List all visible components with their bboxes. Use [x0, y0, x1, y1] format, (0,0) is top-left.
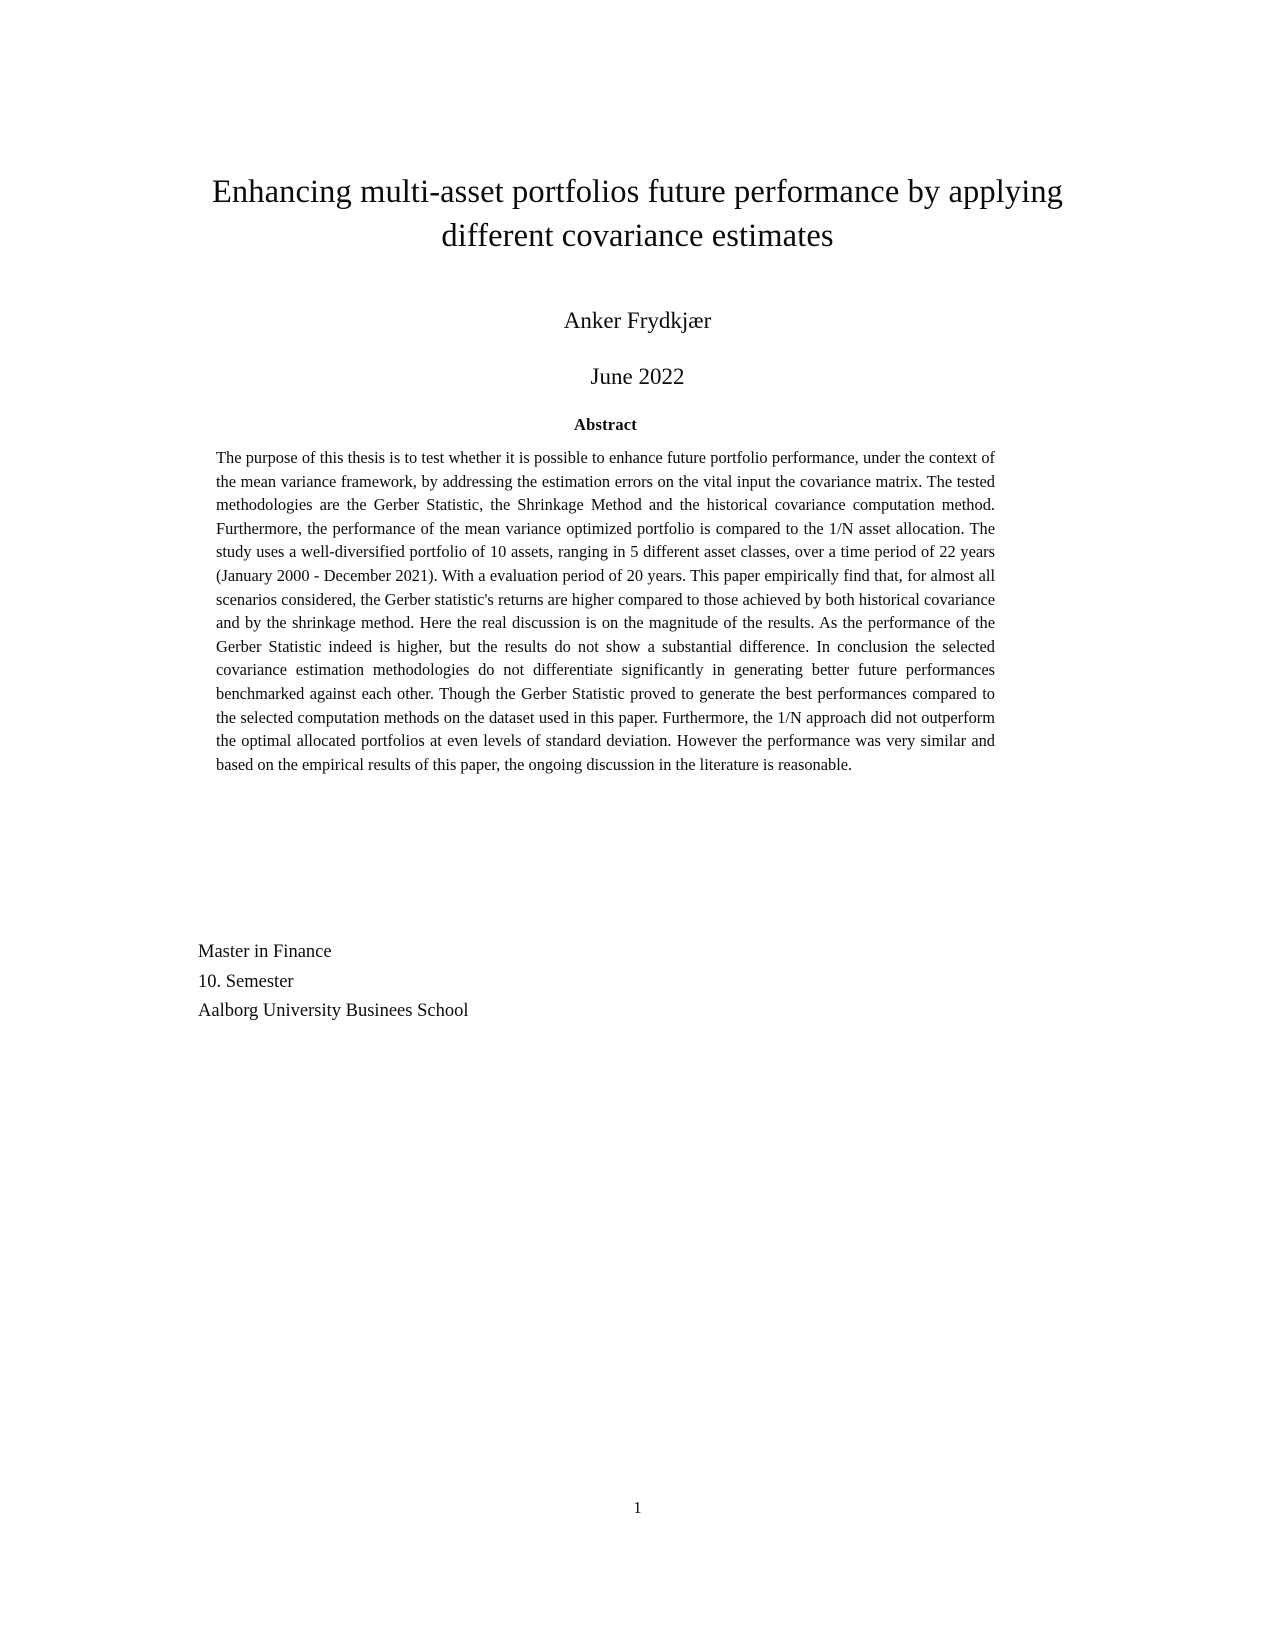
author-name: Anker Frydkjær [563, 308, 712, 333]
abstract-body: The purpose of this thesis is to test whether it is possible to enhance future portfolio performance, under the context of the mean variance framework, by addressing the estimation errors on the vital input the covariance matrix. The tested methodologies are the Gerber Statistic, the Shrinkage Method and the historical covariance computation method. Furthermore, the performance of the mean variance optimized portfolio is compared to the 1/N asset allocation. The study uses a well-diversified portfolio of 10 assets, ranging in 5 different asset classes, over a time period of 22 years (January 2000 - December 2021). With a evaluation period of 20 years. This paper empirically find that, for almost all scenarios considered, the Gerber statistic's returns are higher compared to those achieved by both historical covariance and by the shrinkage method. Here the real discussion is on the magnitude of the results. As the performance of the Gerber Statistic indeed is higher, but the results do not show a substantial difference. In conclusion the selected covariance estimation methodologies do not differentiate significantly in generating better future performances benchmarked against each other. Though the Gerber Statistic proved to generate the best performances compared to the selected computation methods on the dataset used in this paper. Furthermore, the 1/N approach did not outperform the optimal allocated portfolios at even levels of standard deviation. However the performance was very similar and based on the empirical results of this paper, the ongoing discussion in the literature is reasonable. [216, 448, 995, 774]
affiliation-semester: 10. Semester [198, 971, 294, 992]
title-block [200, 170, 1075, 392]
page-number: 1 [633, 1498, 642, 1517]
affiliation-institution: Aalborg University Businees School [198, 1001, 469, 1021]
publication-date: June 2022 [590, 364, 685, 389]
abstract-heading: Abstract [574, 415, 637, 434]
page-title: Enhancing multi-asset portfolios future performance by applying different covariance estimates [211, 174, 1064, 254]
affiliation-program: Master in Finance [198, 942, 332, 962]
affiliation-block [198, 938, 798, 1027]
abstract-section [216, 415, 995, 776]
